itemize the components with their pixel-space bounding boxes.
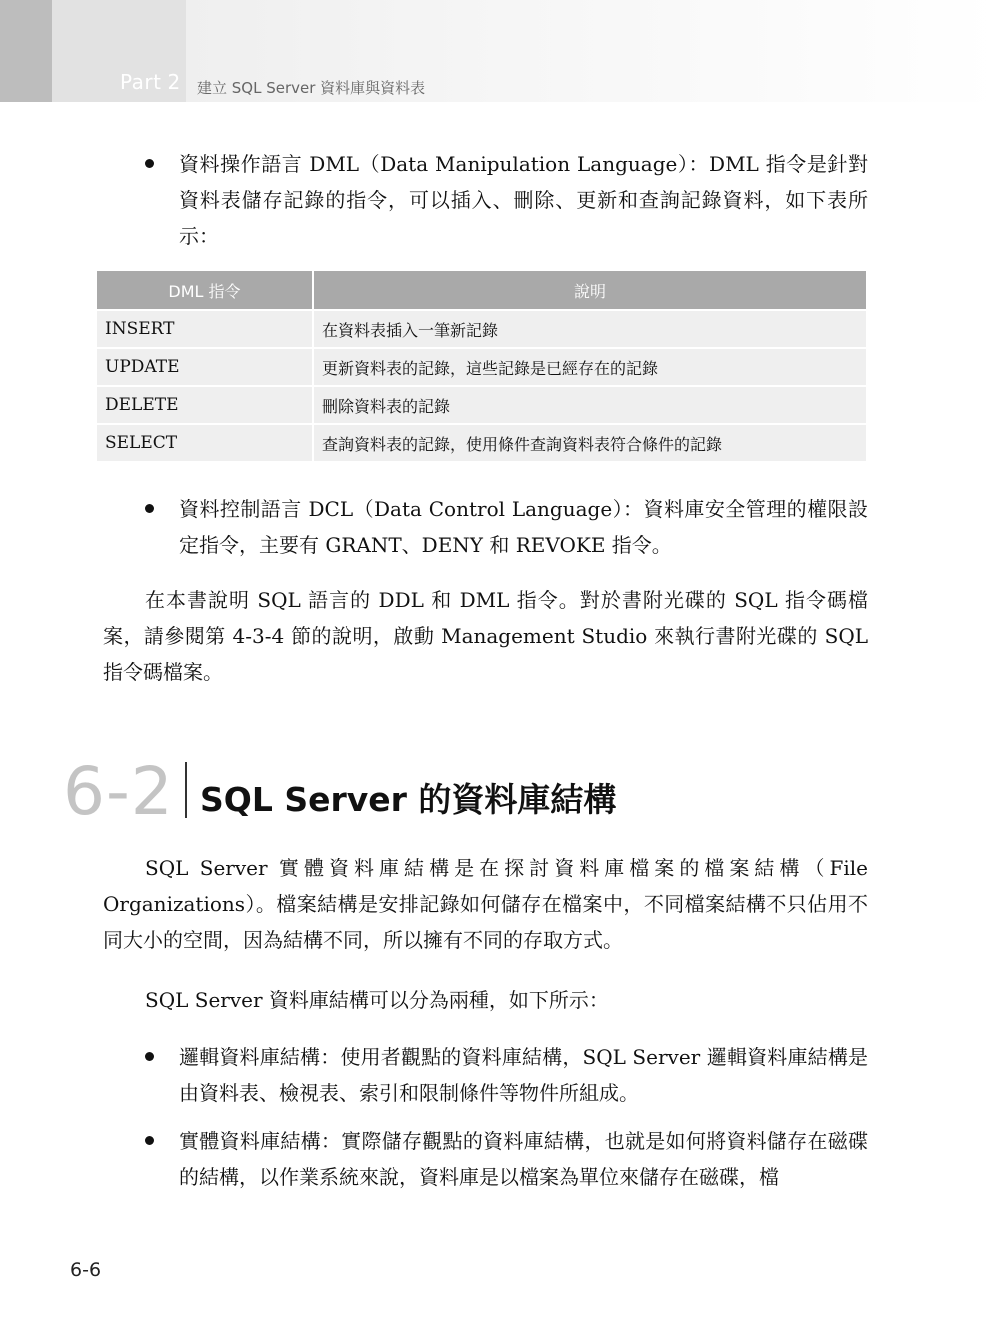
table-cell-description: 查詢資料表的記錄，使用條件查詢資料表符合條件的記錄	[314, 425, 866, 463]
table-cell-command: UPDATE	[97, 349, 314, 387]
table-cell-description: 在資料表插入一筆新記錄	[314, 311, 866, 349]
section-title: SQL Server 的資料庫結構	[200, 780, 617, 819]
paragraph-structure: SQL Server 實體資料庫結構是在探討資料庫檔案的檔案結構（File Organizations）。檔案結構是安排記錄如何儲存在檔案中，不同檔案結構不只佔用不同大小的空間，因為結構不同，所以擁有不同的存取方式。	[103, 856, 868, 952]
paragraph-two-kinds: SQL Server 資料庫結構可以分為兩種，如下所示：	[145, 988, 609, 1012]
table-cell-command: SELECT	[97, 425, 314, 463]
table-cell-command: DELETE	[97, 387, 314, 425]
bullet-dot	[145, 1136, 154, 1145]
bullet-logical-text: 邏輯資料庫結構：使用者觀點的資料庫結構，SQL Server 邏輯資料庫結構是由資料表、檢視表、索引和限制條件等物件所組成。	[179, 1045, 868, 1105]
table-cell-command: INSERT	[97, 311, 314, 349]
table-row	[97, 311, 866, 349]
bullet-dcl-text: 資料控制語言 DCL（Data Control Language）：資料庫安全管理的權限設定指令，主要有 GRANT、DENY 和 REVOKE 指令。	[179, 497, 868, 557]
section-number: 6-2	[63, 753, 174, 830]
part-number: 2	[167, 70, 181, 94]
table-row	[97, 387, 866, 425]
section-divider	[185, 762, 187, 818]
bullet-dot	[145, 159, 154, 168]
bullet-dml-text: 資料操作語言 DML（Data Manipulation Language）：DML 指令是針對資料表儲存記錄的指令，可以插入、刪除、更新和查詢記錄資料，如下表所示：	[179, 152, 868, 248]
table-header-command: DML 指令	[97, 271, 314, 311]
bullet-dot	[145, 1052, 154, 1061]
bullet-physical-text: 實體資料庫結構：實際儲存觀點的資料庫結構，也就是如何將資料儲存在磁碟的結構，以作業系統來說，資料庫是以檔案為單位來儲存在磁碟，檔	[179, 1129, 868, 1189]
table-cell-description: 更新資料表的記錄，這些記錄是已經存在的記錄	[314, 349, 866, 387]
table-row	[97, 349, 866, 387]
bullet-dot	[145, 504, 154, 513]
table-cell-description: 刪除資料表的記錄	[314, 387, 866, 425]
table-header-description: 說明	[314, 271, 866, 311]
dml-table	[97, 271, 866, 463]
header-tab-block	[0, 0, 52, 102]
part-label: Part 2	[120, 70, 181, 94]
table-row	[97, 425, 866, 463]
chapter-title: 建立 SQL Server 資料庫與資料表	[197, 79, 426, 97]
page-number: 6-6	[70, 1259, 102, 1281]
table-header-row	[97, 271, 866, 311]
paragraph-intro: 在本書說明 SQL 語言的 DDL 和 DML 指令。對於書附光碟的 SQL 指令碼檔案，請參閱第 4-3-4 節的說明，啟動 Management Studio 來執行書附光碟的 SQL 指令碼檔案。	[103, 588, 868, 684]
